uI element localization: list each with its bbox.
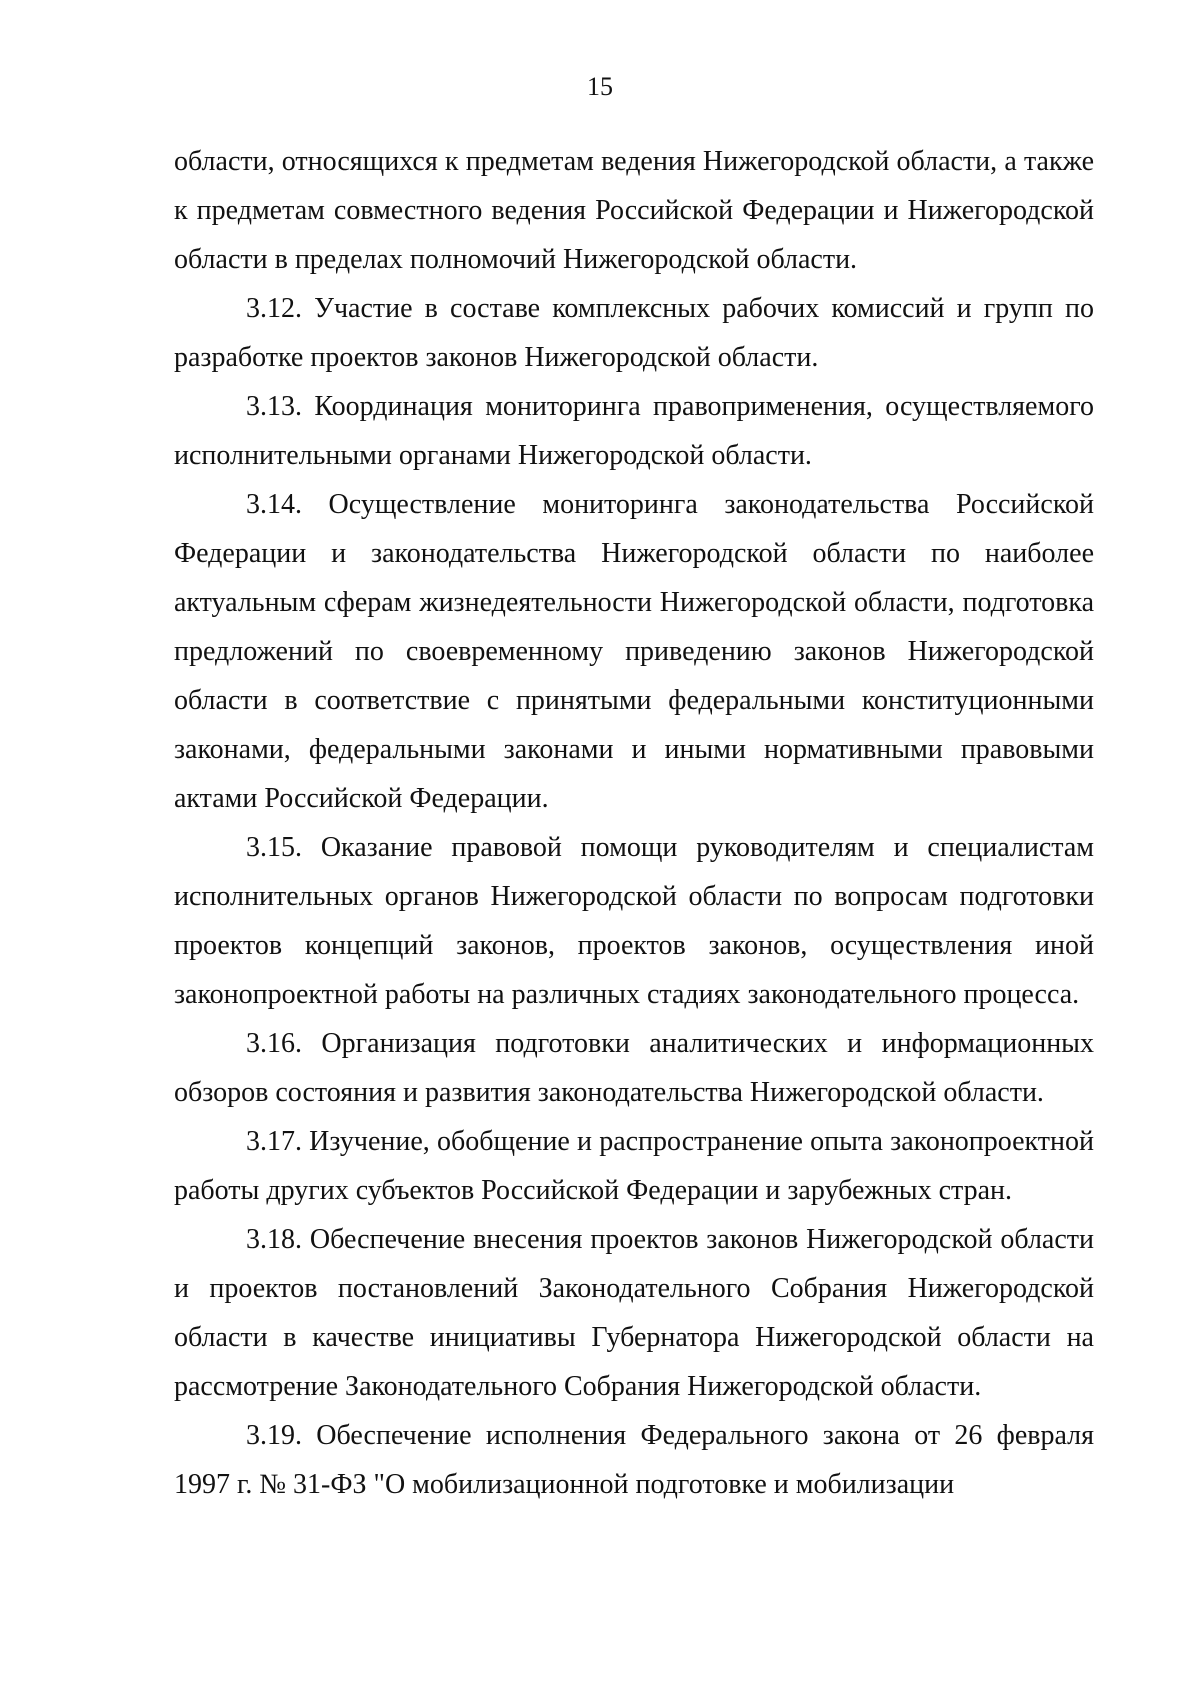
page-number: 15 — [587, 72, 613, 101]
paragraph-continuation: области, относящихся к предметам ведения Нижегородской области, а также к предметам совместного ведения Российской Федерации и Нижегородской области в пределах полномочий Нижегородской области. — [174, 146, 1094, 275]
paragraph-3-19: 3.19. Обеспечение исполнения Федерального закона от 26 февраля 1997 г. № 31-ФЗ "О мобилизационной подготовке и мобилизации — [174, 1420, 1094, 1500]
paragraph-3-12: 3.12. Участие в составе комплексных рабочих комиссий и групп по разработке проектов законов Нижегородской области. — [174, 293, 1094, 373]
paragraph-3-18: 3.18. Обеспечение внесения проектов законов Нижегородской области и проектов постановлений Законодательного Собрания Нижегородской области в качестве инициативы Губернатора Нижегородской области на рассмотрение Законодательного Собрания Нижегородской области. — [174, 1224, 1094, 1402]
paragraph-3-17: 3.17. Изучение, обобщение и распространение опыта законопроектной работы других субъектов Российской Федерации и зарубежных стран. — [174, 1126, 1094, 1206]
paragraph-3-14: 3.14. Осуществление мониторинга законодательства Российской Федерации и законодательства Нижегородской области по наиболее актуальным сферам жизнедеятельности Нижегородской области, подготовка предложений по своевременному приведению законов Нижегородской области в соответствие с принятыми федеральными конституционными законами, федеральными законами и иными нормативными правовыми актами Российской Федерации. — [174, 489, 1094, 814]
paragraph-3-16: 3.16. Организация подготовки аналитических и информационных обзоров состояния и развития законодательства Нижегородской области. — [174, 1028, 1094, 1108]
document-body — [174, 137, 1094, 1509]
paragraph-3-15: 3.15. Оказание правовой помощи руководителям и специалистам исполнительных органов Нижегородской области по вопросам подготовки проектов концепций законов, проектов законов, осуществления иной законопроектной работы на различных стадиях законодательного процесса. — [174, 832, 1094, 1010]
paragraph-3-13: 3.13. Координация мониторинга правоприменения, осуществляемого исполнительными органами Нижегородской области. — [174, 391, 1094, 471]
